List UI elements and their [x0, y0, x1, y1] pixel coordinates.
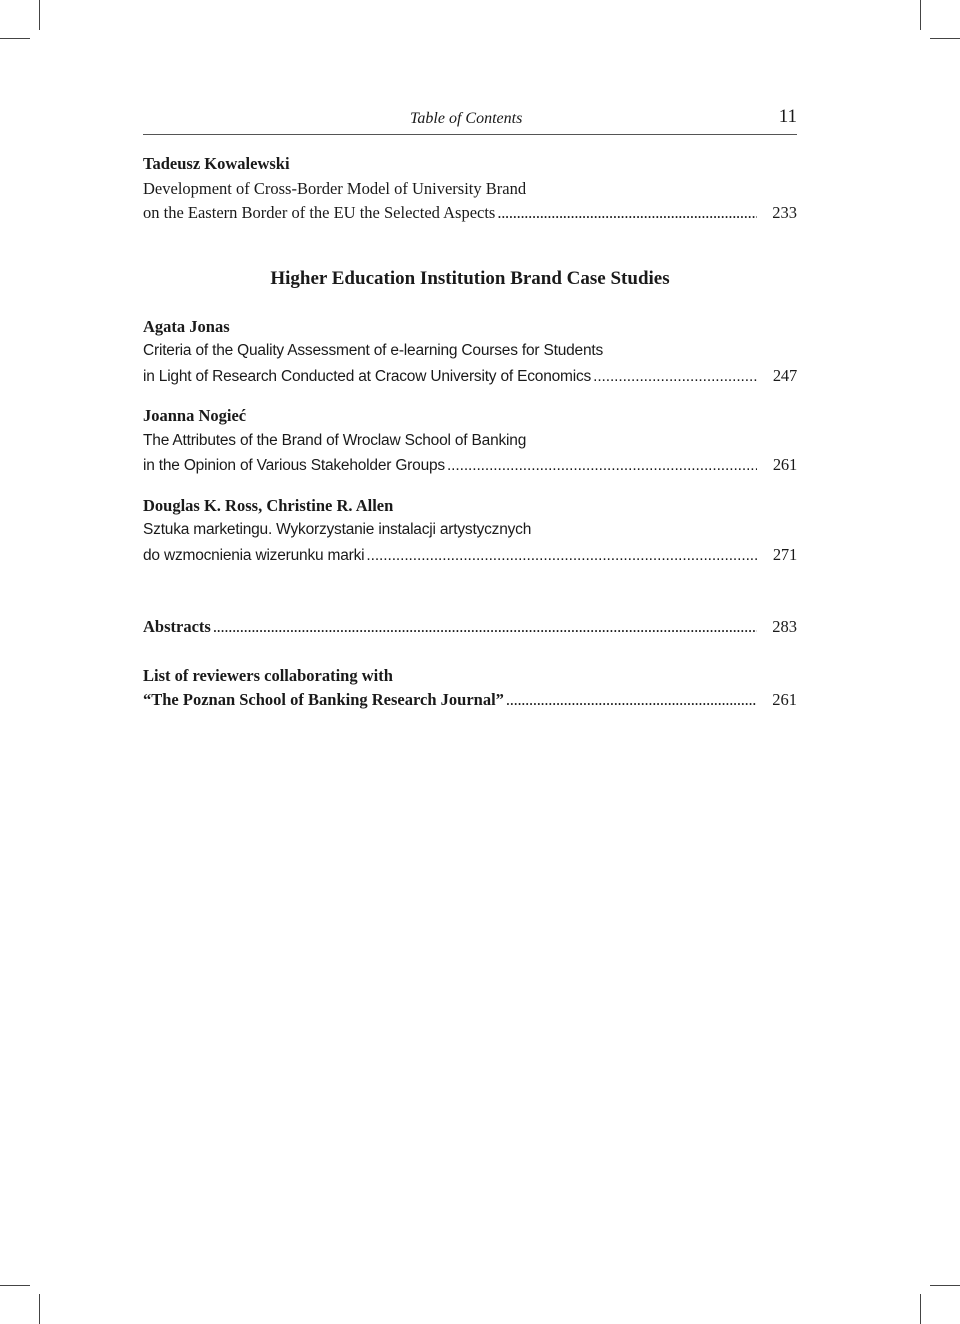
crop-mark-bottom-right-h	[930, 1285, 960, 1286]
entry-author: Joanna Nogieć	[143, 406, 247, 425]
crop-mark-top-left	[39, 0, 40, 30]
reviewers-line-2: “The Poznan School of Banking Research Journal”	[143, 690, 504, 709]
entry-page-number: 261	[772, 455, 797, 474]
toc-entry-ross-allen	[143, 494, 797, 568]
entry-title-last-line	[143, 615, 797, 640]
entry-title-last-line	[143, 688, 797, 713]
crop-mark-bottom-right	[920, 1294, 921, 1324]
toc-entry-jonas	[143, 315, 797, 389]
toc-content	[143, 152, 797, 713]
entry-title-last-line	[143, 201, 797, 226]
toc-entry-nogiec	[143, 404, 797, 478]
leader-dots	[497, 201, 757, 226]
crop-mark-bottom-left	[39, 1294, 40, 1324]
entry-title-last-line	[143, 453, 797, 478]
toc-entry-abstracts	[143, 615, 797, 640]
entry-title-text: in the Opinion of Various Stakeholder Groups	[143, 457, 445, 474]
leader-dots	[447, 454, 757, 479]
entry-title-line: Sztuka marketingu. Wykorzystanie instalacji artystycznych	[143, 521, 532, 538]
leader-dots	[366, 544, 757, 569]
entry-title-last-line	[143, 543, 797, 568]
entry-page-number: 271	[772, 544, 797, 564]
header-title: Table of Contents	[410, 110, 523, 127]
abstracts-label: Abstracts	[143, 617, 211, 636]
toc-entry-kowalewski	[143, 152, 797, 226]
entry-title-line: Development of Cross-Border Model of University Brand	[143, 178, 527, 198]
leader-dots	[213, 615, 757, 640]
leader-dots	[506, 688, 757, 713]
header-page-number: 11	[778, 106, 797, 127]
leader-dots	[593, 365, 757, 390]
crop-mark-bottom-left-h	[0, 1285, 30, 1286]
entry-page-number: 261	[772, 690, 797, 709]
reviewers-line-1: List of reviewers collaborating with	[143, 665, 393, 685]
entry-title-text: on the Eastern Border of the EU the Selected Aspects	[143, 203, 496, 222]
entry-page-number: 233	[772, 203, 797, 222]
entry-title-last-line	[143, 364, 797, 389]
toc-entry-reviewers	[143, 664, 797, 713]
entry-author: Douglas K. Ross, Christine R. Allen	[143, 495, 394, 515]
crop-mark-top-right	[920, 0, 921, 30]
entry-author: Tadeusz Kowalewski	[143, 154, 290, 173]
crop-mark-top-left-h	[0, 38, 30, 39]
entry-page-number: 283	[772, 617, 797, 636]
crop-mark-top-right-h	[930, 38, 960, 39]
entry-title-text: do wzmocnienia wizerunku marki	[143, 546, 365, 564]
entry-author: Agata Jonas	[143, 316, 230, 336]
entry-title-line: The Attributes of the Brand of Wroclaw School of Banking	[143, 431, 527, 449]
running-header	[143, 106, 797, 135]
entry-page-number: 247	[772, 365, 797, 385]
section-heading: Higher Education Institution Brand Case Studies	[270, 267, 670, 289]
entry-title-text: in Light of Research Conducted at Cracow University of Economics	[143, 367, 592, 385]
entry-title-line: Criteria of the Quality Assessment of e-learning Courses for Students	[143, 342, 604, 359]
